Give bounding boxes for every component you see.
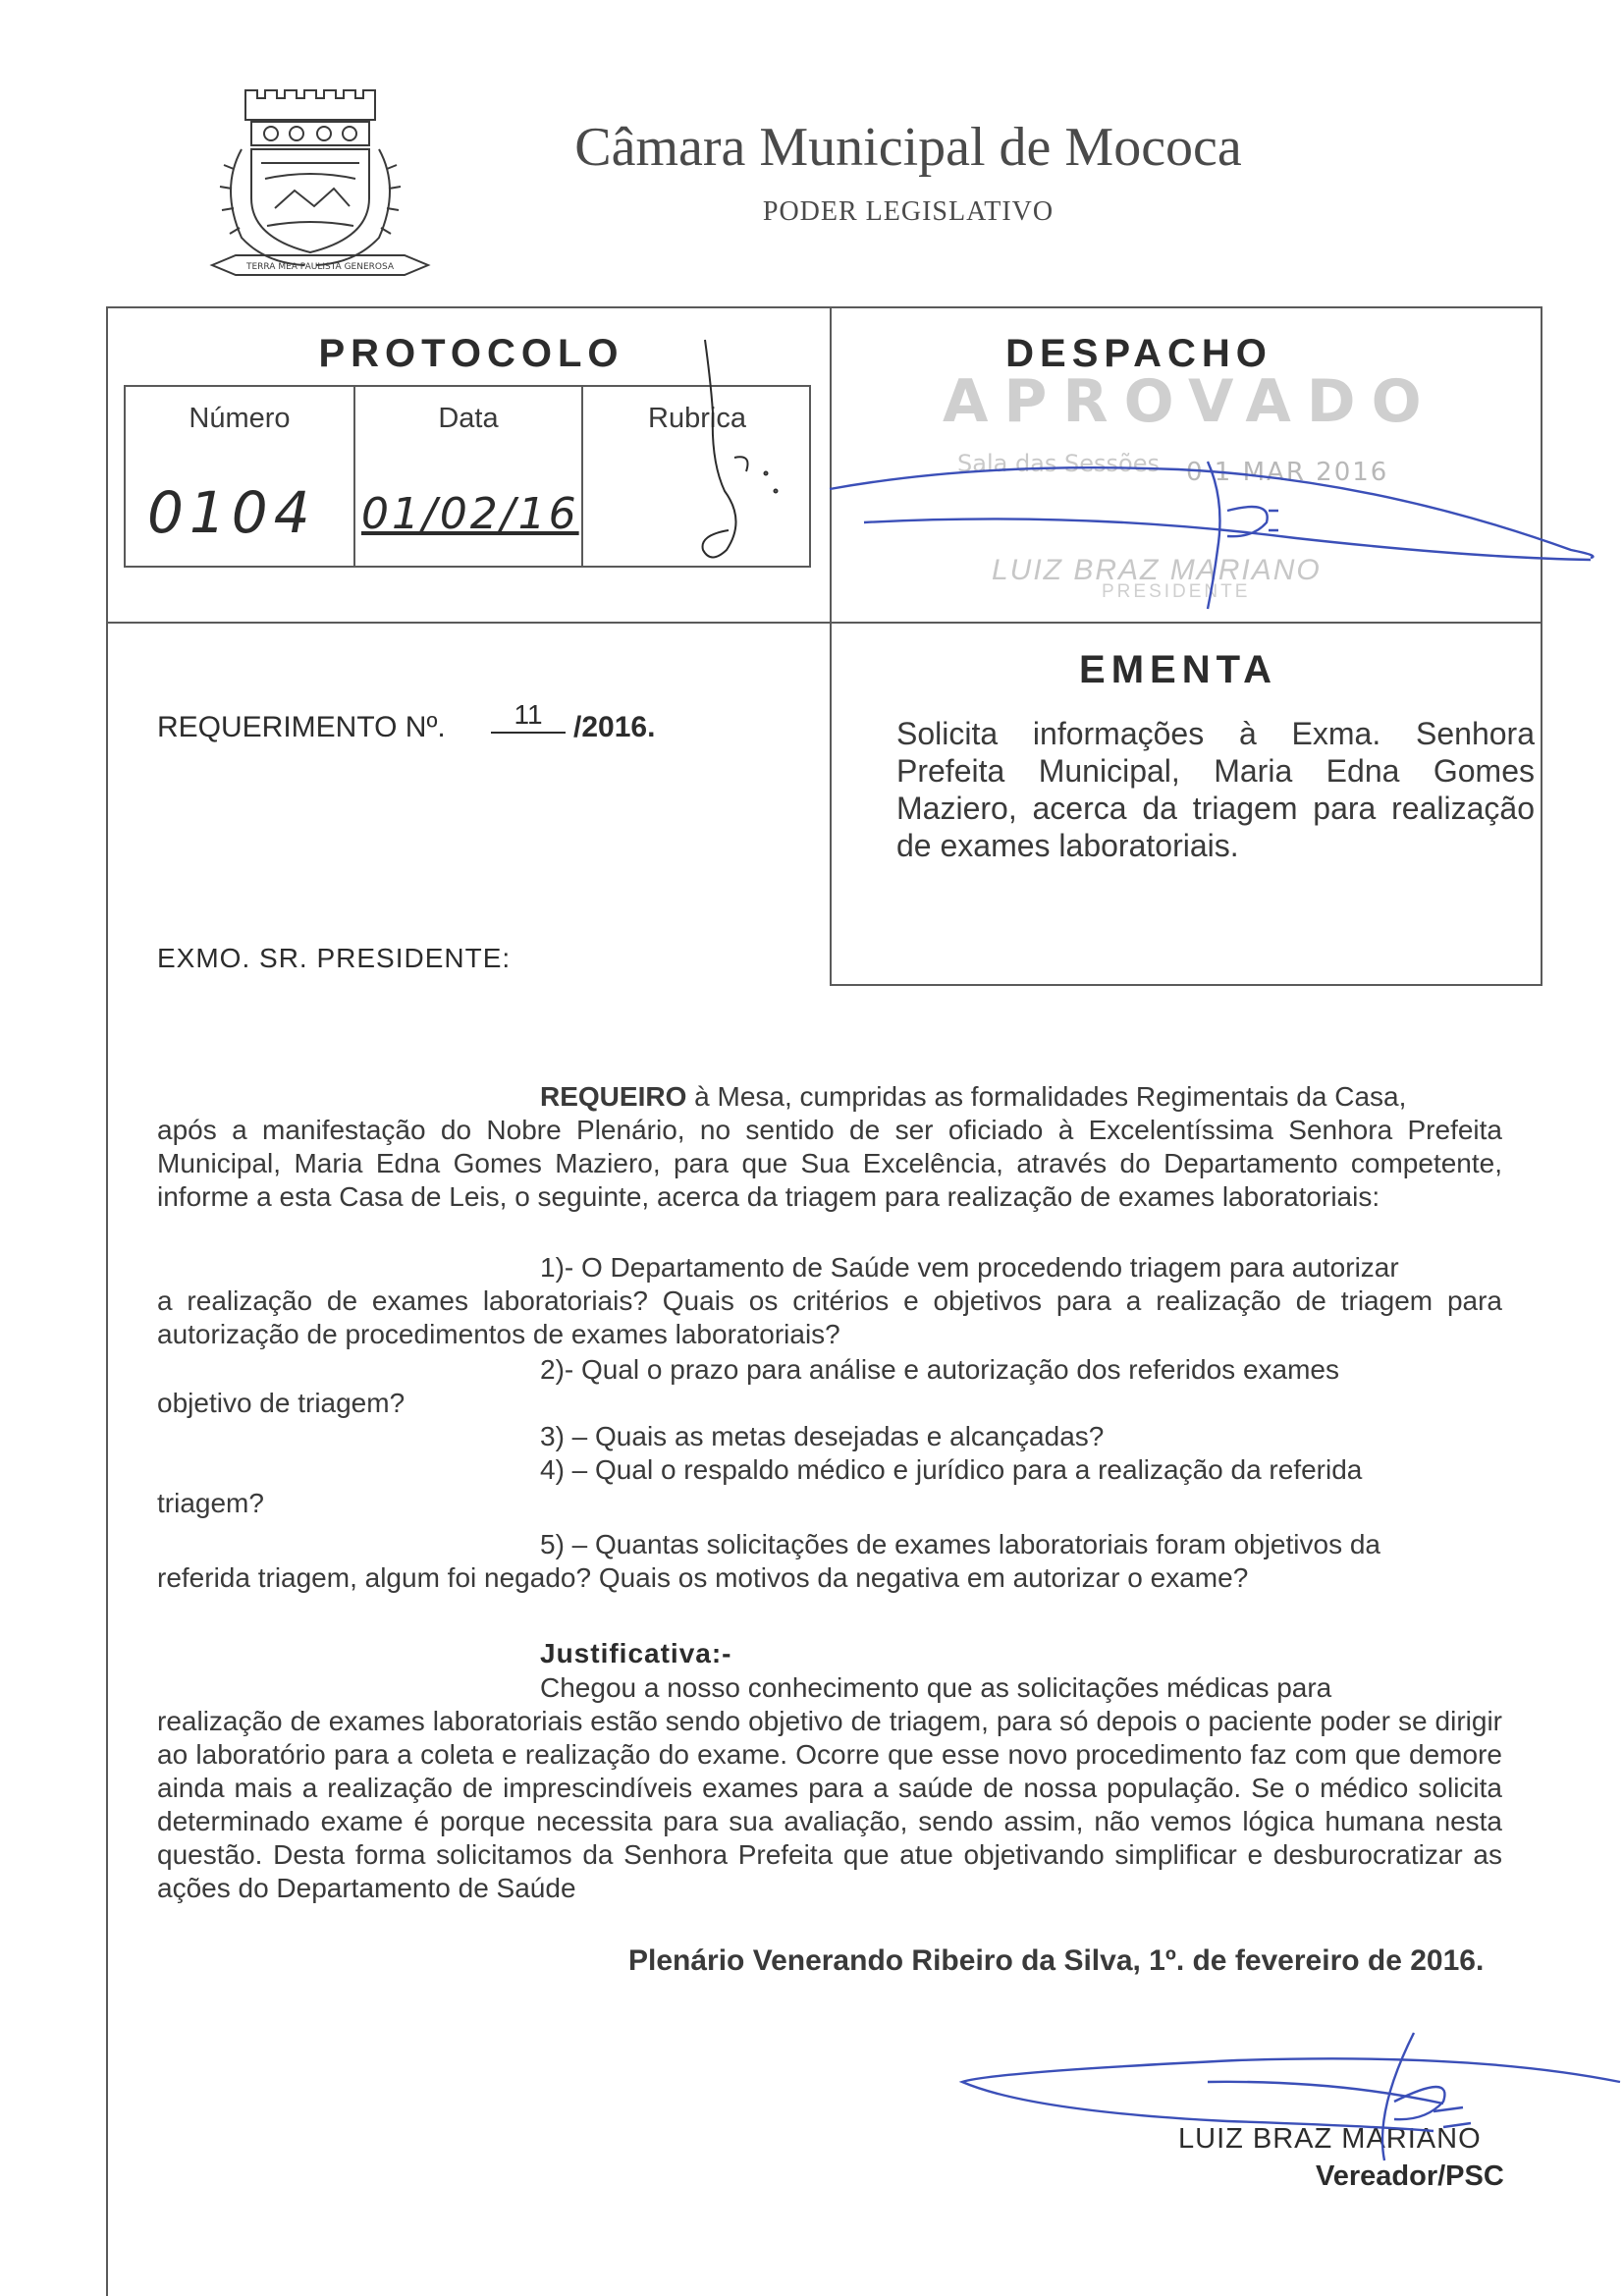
protocol-date-value: 01/02/16 — [361, 489, 579, 539]
question-2-continuation: objetivo de triagem? — [157, 1388, 406, 1418]
protocol-number-value: 0104 — [147, 479, 316, 546]
request-label: REQUERIMENTO Nº. — [157, 711, 446, 743]
institution-title: Câmara Municipal de Mococa — [574, 117, 1242, 178]
closing-line: Plenário Venerando Ribeiro da Silva, 1º. de fevereiro de 2016. — [628, 1944, 1485, 1977]
request-number: 11 — [491, 699, 566, 734]
question-3: 3) – Quais as metas desejadas e alcançadas? — [540, 1421, 1105, 1451]
ementa-text: Solicita informações à Exma. Senhora Prefeita Municipal, Maria Edna Gomes Maziero, acerca da triagem para realização de exames laboratoriais. — [896, 716, 1535, 863]
dispatch-blue-signature — [830, 462, 1594, 609]
protocol-number-header: Número — [189, 403, 291, 434]
rubric-signature — [703, 340, 736, 558]
justification-first-line: Chegou a nosso conhecimento que as solicitações médicas para — [540, 1672, 1332, 1703]
protocol-date-header: Data — [438, 403, 499, 434]
question-4-continuation: triagem? — [157, 1488, 264, 1518]
question-1-first-line: 1)- O Departamento de Saúde vem procedendo triagem para autorizar — [540, 1252, 1399, 1283]
requeiro-paragraph: após a manifestação do Nobre Plenário, no sentido de ser oficiado à Excelentíssima Senhora Prefeita Municipal, Maria Edna Gomes Maziero, para que Sua Excelência, através do Departamento competente, informe a esta Casa de Leis, o seguinte, acerca da triagem para realização de exames laboratoriais: — [157, 1115, 1502, 1212]
stamp-date: 0 1 MAR 2016 — [1186, 458, 1389, 487]
ementa-title: EMENTA — [1079, 648, 1277, 691]
institution-subtitle: PODER LEGISLATIVO — [762, 196, 1055, 227]
protocol-rubric-header: Rubrica — [648, 403, 746, 434]
closing-blue-signature — [962, 2033, 1620, 2160]
approved-stamp: APROVADO — [943, 367, 1437, 436]
question-5-continuation: referida triagem, algum foi negado? Quais os motivos da negativa em autorizar o exame? — [157, 1562, 1249, 1593]
stamp-session-label: Sala das Sessões — [957, 450, 1160, 477]
stamp-president-role: PRESIDENTE — [1102, 581, 1251, 602]
stamp-president-name: LUIZ BRAZ MARIANO — [992, 554, 1322, 586]
request-year: /2016. — [573, 711, 656, 743]
signature-role: Vereador/PSC — [1316, 2160, 1504, 2192]
dispatch-title: DESPACHO — [1005, 332, 1272, 375]
signature-name: LUIZ BRAZ MARIANO — [1178, 2123, 1482, 2155]
question-4-first-line: 4) – Qual o respaldo médico e jurídico para a realização da referida — [540, 1454, 1363, 1485]
protocol-title: PROTOCOLO — [318, 332, 624, 375]
justification-paragraph: realização de exames laboratoriais estão sendo objetivo de triagem, para só depois o paciente poder se dirigir ao laboratório para a coleta e realização do exame. Ocorre que esse novo procedimento faz com que demore ainda mais a realização de imprescindíveis exames para a saúde de nossa população. Se o médico solicita determinado exame é porque necessita para sua avaliação, sendo assim, não vemos lógica humana nesta questão. Desta forma solicitamos da Senhora Prefeita que atue objetivando simplificar e desburocratizar as ações do Departamento de Saúde — [157, 1706, 1502, 1903]
salutation: EXMO. SR. PRESIDENTE: — [157, 943, 512, 973]
question-1-continuation: a realização de exames laboratoriais? Quais os critérios e objetivos para a realização de triagem para autorização de procedimentos de exames laboratoriais? — [157, 1285, 1502, 1349]
requeiro-keyword: REQUEIRO — [540, 1081, 687, 1112]
question-5-first-line: 5) – Quantas solicitações de exames laboratoriais foram objetivos da — [540, 1529, 1380, 1559]
requeiro-first-rest: à Mesa, cumpridas as formalidades Regimentais da Casa, — [686, 1081, 1407, 1112]
crest-motto: TERRA MEA PAULISTA GENEROSA — [245, 262, 395, 272]
question-2-first-line: 2)- Qual o prazo para análise e autorização dos referidos exames — [540, 1354, 1339, 1385]
justification-heading: Justificativa:- — [540, 1638, 732, 1668]
